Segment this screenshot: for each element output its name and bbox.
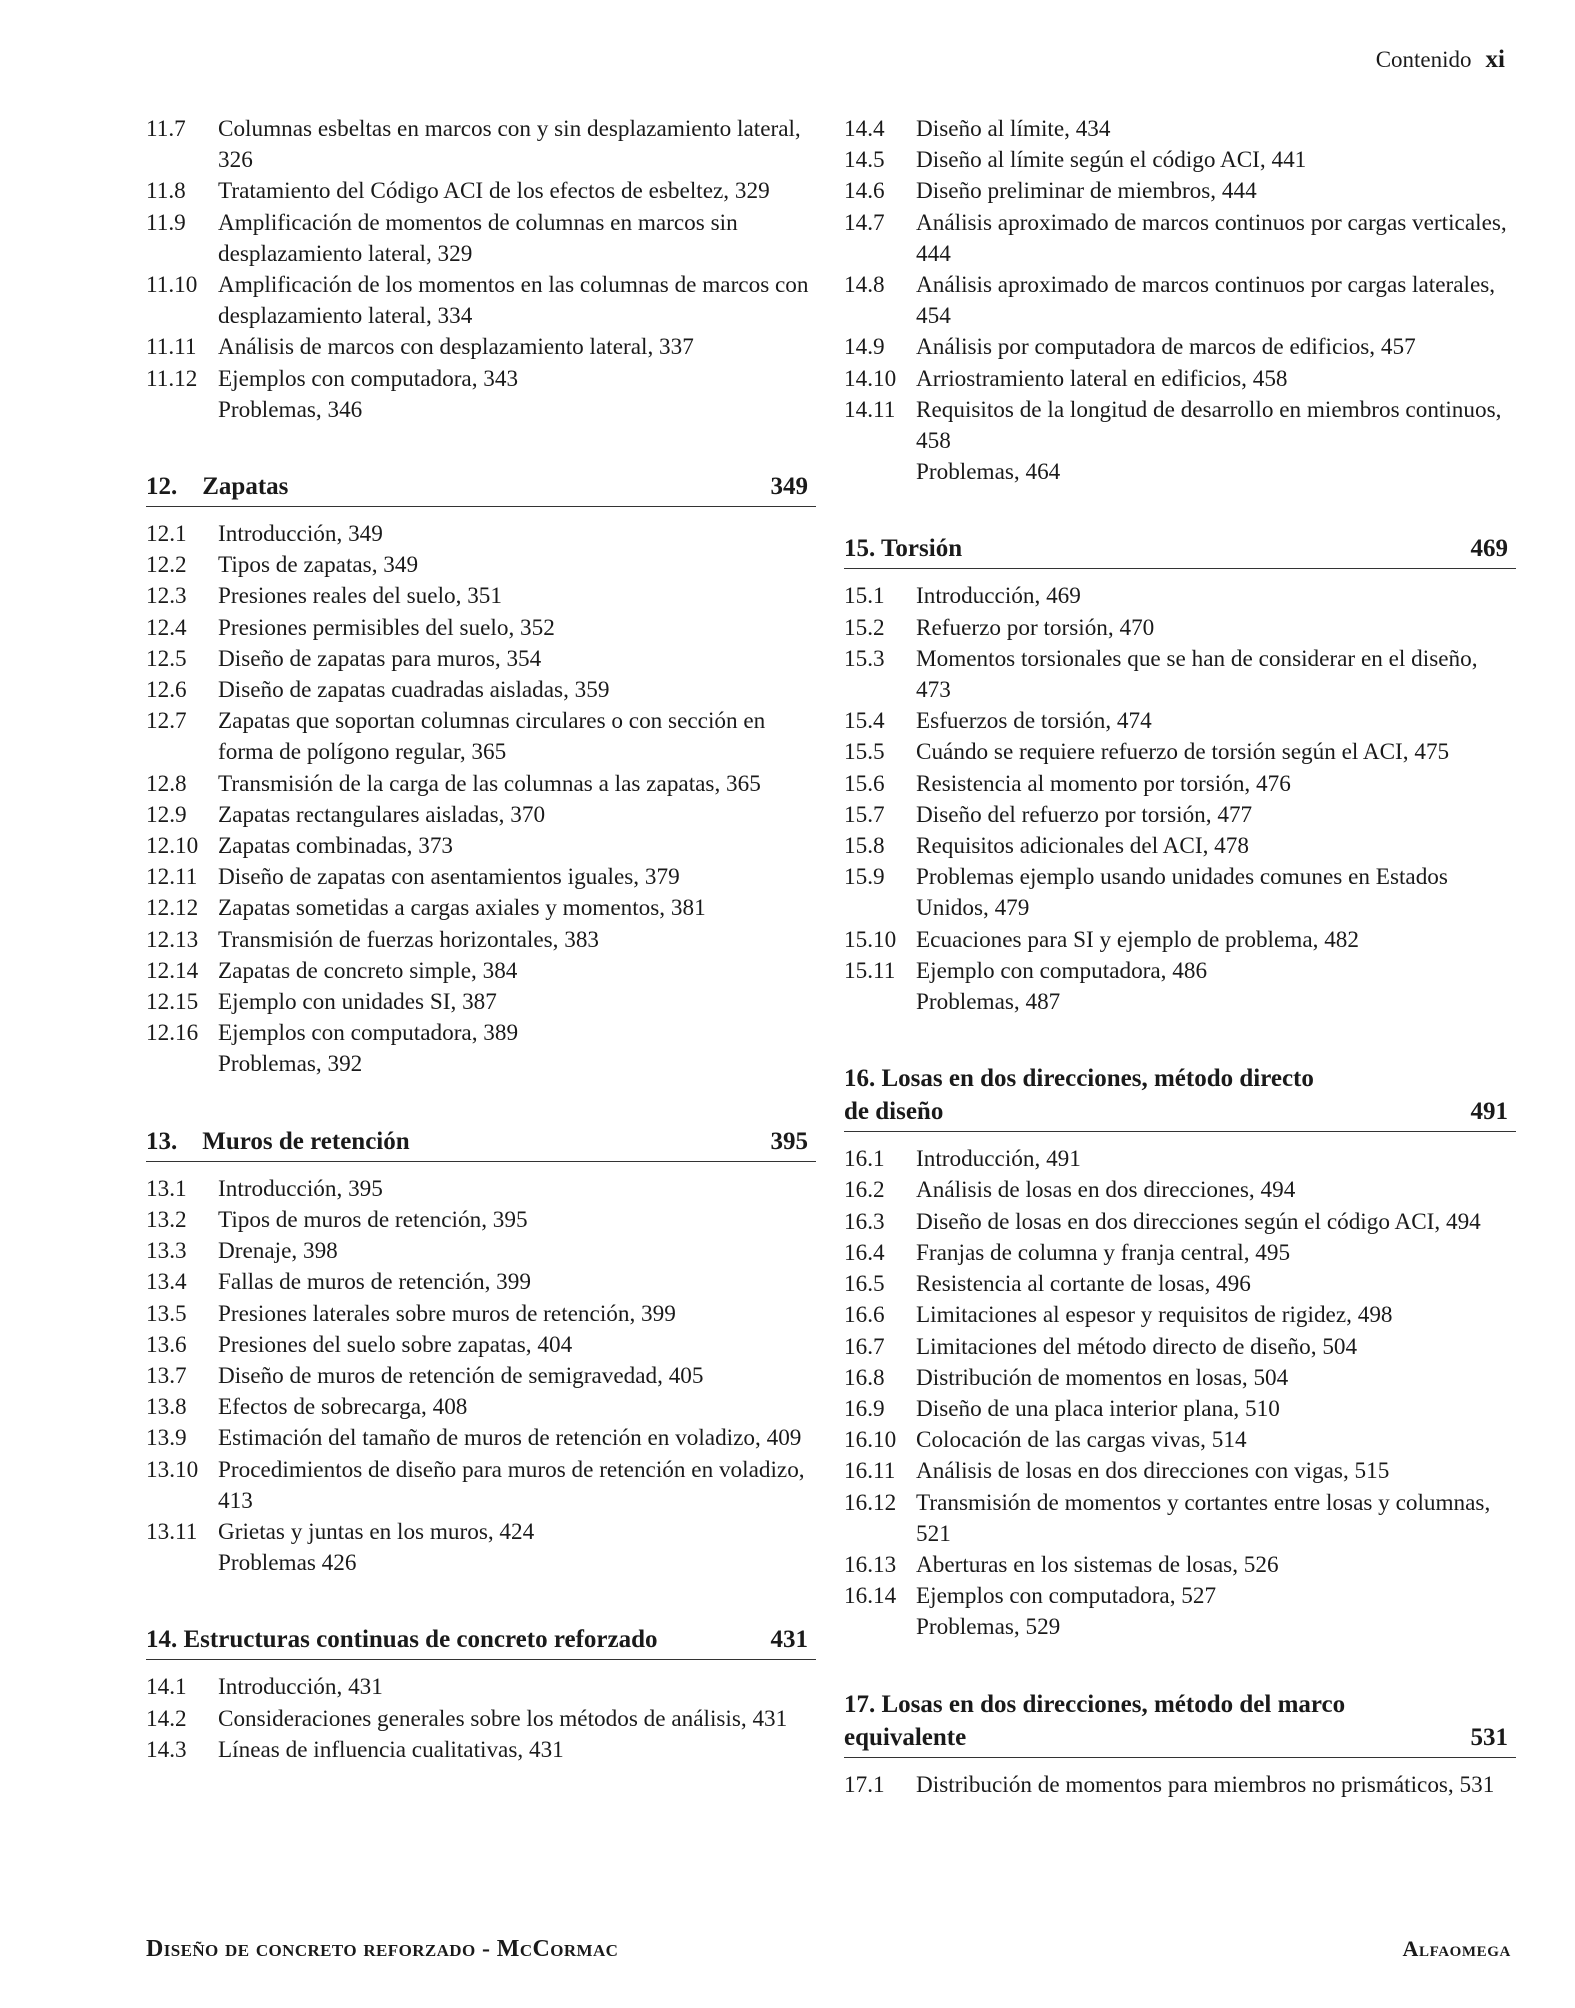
section-number: 11.7: [146, 116, 186, 142]
toc-entry: [844, 1207, 1516, 1238]
section-number: 13.1: [146, 1175, 187, 1202]
section-title: Problemas ejemplo usando unidades comunes en Estados Unidos, 479: [916, 864, 1448, 922]
section-title: Tipos de muros de retención, 395: [218, 1206, 528, 1233]
toc-entry: [844, 1550, 1516, 1581]
section-number: 13.11: [146, 1518, 198, 1545]
chapter-heading: [844, 1062, 1516, 1132]
section-number: 16.3: [844, 1208, 885, 1235]
toc-entry: [146, 769, 816, 800]
section-title: Diseño al límite según el código ACI, 441: [916, 147, 1307, 174]
chapter-page-number: 469: [1470, 535, 1508, 563]
toc-entry: [844, 1332, 1516, 1363]
section-title: Momentos torsionales que se han de considerar en el diseño, 473: [916, 645, 1478, 704]
section-number: 15.9: [844, 864, 885, 891]
toc-entry: [844, 270, 1516, 332]
section-number: 12.5: [146, 645, 187, 672]
toc-entry: [146, 956, 816, 987]
section-title: Presiones permisibles del suelo, 352: [218, 614, 555, 641]
toc-entry: [146, 1361, 816, 1392]
chapter-title: 15. Torsión: [844, 535, 963, 563]
toc-entry: [146, 270, 816, 332]
toc-entry: [146, 1455, 816, 1517]
toc-entry: [146, 1330, 816, 1361]
section-title: Amplificación de los momentos en las columnas de marcos con desplazamiento lateral, 334: [218, 272, 809, 330]
section-number: 16.10: [844, 1427, 897, 1454]
section-number: 12.7: [146, 708, 187, 735]
section-title: Ejemplo con unidades SI, 387: [218, 989, 497, 1016]
section-number: 14.3: [146, 1736, 187, 1763]
section-number: 14.4: [844, 116, 885, 142]
section-number: 12.15: [146, 989, 199, 1016]
section-number: 14.1: [146, 1674, 187, 1701]
section-title: Zapatas de concreto simple, 384: [218, 957, 518, 984]
chapter-page-number: 491: [1470, 1098, 1508, 1126]
toc-entry: [844, 1488, 1516, 1550]
chapter-title: 13. Muros de retención: [146, 1127, 410, 1155]
section-number: 11.10: [146, 272, 198, 299]
section-title: Presiones laterales sobre muros de retención, 399: [218, 1300, 676, 1327]
toc-entry: [146, 1517, 816, 1548]
section-number: 13.9: [146, 1425, 187, 1452]
section-number: 15.4: [844, 708, 885, 735]
section-number: 16.13: [844, 1551, 897, 1578]
section-title: Ejemplos con computadora, 343: [218, 365, 519, 392]
toc-entry: [844, 145, 1516, 176]
section-number: 16.2: [844, 1177, 885, 1204]
toc-entry: [146, 1205, 816, 1236]
chapter-title: 17. Losas en dos direcciones, método del marco equivalente: [844, 1690, 1346, 1751]
running-header-section: Contenido: [1375, 47, 1472, 72]
toc-entry: [844, 1144, 1516, 1175]
section-title: Diseño de losas en dos direcciones según el código ACI, 494: [916, 1208, 1481, 1235]
chapter-heading: [844, 532, 1516, 569]
chapter-page-number: 395: [770, 1127, 808, 1155]
section-title: Ejemplos con computadora, 389: [218, 1020, 519, 1047]
section-title: Colocación de las cargas vivas, 514: [916, 1427, 1247, 1454]
section-title: Requisitos de la longitud de desarrollo en miembros continuos, 458: [916, 396, 1502, 455]
section-title: Problemas 426: [218, 1550, 357, 1577]
toc-entry: [146, 1267, 816, 1298]
section-title: Diseño de muros de retención de semigravedad, 405: [218, 1362, 704, 1389]
toc-entry: [844, 987, 1516, 1018]
section-title: Tipos de zapatas, 349: [218, 552, 419, 579]
section-title: Requisitos adicionales del ACI, 478: [916, 833, 1249, 860]
section-title: Problemas, 346: [218, 396, 363, 423]
toc-entry: [844, 364, 1516, 395]
section-title: Problemas, 487: [916, 989, 1061, 1016]
section-number: 11.11: [146, 334, 197, 361]
toc-entry: [146, 1236, 816, 1267]
toc-entry: [844, 1425, 1516, 1456]
chapter-page-number: 349: [770, 473, 808, 501]
section-title: Zapatas sometidas a cargas axiales y momentos, 381: [218, 895, 706, 922]
toc-entry: [844, 862, 1516, 924]
section-number: 11.9: [146, 209, 186, 236]
section-number: 17.1: [844, 1771, 885, 1798]
toc-entry: [844, 1612, 1516, 1643]
section-number: 15.2: [844, 614, 885, 641]
toc-entry: [146, 831, 816, 862]
toc-entry: [146, 1548, 816, 1579]
section-title: Presiones reales del suelo, 351: [218, 583, 502, 610]
section-number: 13.6: [146, 1331, 187, 1358]
section-title: Franjas de columna y franja central, 495: [916, 1239, 1291, 1266]
section-title: Diseño al límite, 434: [916, 116, 1111, 142]
toc-entry: [146, 675, 816, 706]
toc-entry: [146, 862, 816, 893]
section-title: Introducción, 395: [218, 1175, 383, 1202]
section-title: Limitaciones del método directo de diseño, 504: [916, 1333, 1358, 1360]
chapter-title: 12. Zapatas: [146, 473, 289, 501]
section-title: Resistencia al cortante de losas, 496: [916, 1271, 1251, 1298]
section-title: Drenaje, 398: [218, 1238, 338, 1265]
section-number: 12.9: [146, 801, 187, 828]
toc-entry: [146, 1704, 816, 1735]
section-number: 16.9: [844, 1395, 885, 1422]
section-title: Introducción, 469: [916, 583, 1081, 610]
toc-entry: [146, 1049, 816, 1080]
section-title: Diseño preliminar de miembros, 444: [916, 178, 1257, 205]
section-number: 12.3: [146, 583, 187, 610]
toc-entry: [844, 1770, 1516, 1801]
section-title: Columnas esbeltas en marcos con y sin desplazamiento lateral, 326: [218, 116, 801, 174]
section-number: 16.5: [844, 1271, 885, 1298]
toc-entry: [146, 332, 816, 363]
toc-entry: [146, 1392, 816, 1423]
toc-entry: [146, 706, 816, 768]
toc-entry: [844, 831, 1516, 862]
section-number: 13.7: [146, 1362, 187, 1389]
section-number: 15.7: [844, 801, 885, 828]
chapter-heading: [146, 1125, 816, 1162]
toc-entry: [146, 925, 816, 956]
toc-entry: [146, 1423, 816, 1454]
toc-entry: [844, 1300, 1516, 1331]
section-title: Introducción, 431: [218, 1674, 383, 1701]
toc-entry: [844, 457, 1516, 488]
toc-entry: [844, 956, 1516, 987]
section-number: 12.11: [146, 864, 198, 891]
section-number: 12.8: [146, 770, 187, 797]
chapter-heading: [146, 1623, 816, 1660]
section-number: 12.4: [146, 614, 187, 641]
section-title: Resistencia al momento por torsión, 476: [916, 770, 1291, 797]
section-number: 14.11: [844, 396, 896, 423]
toc-entry: [844, 176, 1516, 207]
section-title: Diseño de zapatas cuadradas aisladas, 359: [218, 677, 610, 704]
section-gap: [844, 488, 1516, 532]
toc-entry: [844, 644, 1516, 706]
section-number: 13.2: [146, 1206, 187, 1233]
toc-entry: [146, 1174, 816, 1205]
section-number: 12.1: [146, 521, 187, 548]
toc-entry: [844, 613, 1516, 644]
toc-entry: [844, 208, 1516, 270]
section-title: Análisis aproximado de marcos continuos por cargas verticales, 444: [916, 209, 1507, 267]
chapter-page-number: 431: [770, 1626, 808, 1654]
section-number: 12.13: [146, 926, 199, 953]
section-number: 16.12: [844, 1489, 897, 1516]
section-title: Líneas de influencia cualitativas, 431: [218, 1736, 564, 1763]
section-number: 14.2: [146, 1705, 187, 1732]
section-number: 16.11: [844, 1458, 896, 1485]
section-title: Presiones del suelo sobre zapatas, 404: [218, 1331, 573, 1358]
section-number: 15.8: [844, 833, 885, 860]
section-title: Diseño de zapatas para muros, 354: [218, 645, 542, 672]
running-header: [1376, 46, 1505, 74]
section-number: 13.4: [146, 1269, 187, 1296]
section-title: Distribución de momentos en losas, 504: [916, 1364, 1289, 1391]
section-number: 13.5: [146, 1300, 187, 1327]
section-title: Problemas, 392: [218, 1051, 363, 1078]
section-title: Introducción, 491: [916, 1146, 1081, 1173]
toc-entry: [844, 1269, 1516, 1300]
toc-entry: [844, 925, 1516, 956]
toc-entry: [146, 613, 816, 644]
section-number: 14.7: [844, 209, 885, 236]
toc-entry: [844, 769, 1516, 800]
toc-entry: [844, 114, 1516, 145]
toc-entry: [146, 893, 816, 924]
section-number: 12.16: [146, 1020, 199, 1047]
page-number: xi: [1485, 46, 1505, 73]
section-title: Diseño de zapatas con asentamientos iguales, 379: [218, 864, 680, 891]
chapter-title: 14. Estructuras continuas de concreto reforzado: [146, 1626, 658, 1654]
toc-entry: [146, 1735, 816, 1766]
section-number: 16.8: [844, 1364, 885, 1391]
section-title: Ecuaciones para SI y ejemplo de problema, 482: [916, 926, 1359, 953]
chapter-heading: [146, 470, 816, 507]
section-number: 11.12: [146, 365, 198, 392]
toc-right-column: [844, 114, 1516, 1801]
section-gap: [146, 1579, 816, 1623]
section-title: Zapatas que soportan columnas circulares o con sección en forma de polígono regular, 365: [218, 708, 766, 766]
section-title: Grietas y juntas en los muros, 424: [218, 1518, 535, 1545]
toc-entry: [146, 114, 816, 176]
toc-entry: [146, 1672, 816, 1703]
section-title: Aberturas en los sistemas de losas, 526: [916, 1551, 1279, 1578]
toc-entry: [844, 1394, 1516, 1425]
section-title: Esfuerzos de torsión, 474: [916, 708, 1152, 735]
section-title: Fallas de muros de retención, 399: [218, 1269, 531, 1296]
section-title: Problemas, 529: [916, 1614, 1061, 1641]
section-number: 15.10: [844, 926, 897, 953]
section-number: 16.14: [844, 1583, 897, 1610]
section-title: Ejemplo con computadora, 486: [916, 957, 1208, 984]
section-number: 14.9: [844, 334, 885, 361]
toc-entry: [146, 1018, 816, 1049]
section-title: Amplificación de momentos de columnas en marcos sin desplazamiento lateral, 329: [218, 209, 738, 267]
toc-entry: [146, 364, 816, 395]
toc-entry: [146, 800, 816, 831]
section-title: Análisis de marcos con desplazamiento lateral, 337: [218, 334, 694, 361]
toc-left-column: [146, 114, 816, 1766]
section-number: 13.10: [146, 1456, 199, 1483]
section-number: 16.6: [844, 1302, 885, 1329]
toc-entry: [146, 644, 816, 675]
section-title: Análisis aproximado de marcos continuos por cargas laterales, 454: [916, 272, 1496, 330]
section-gap: [146, 426, 816, 470]
toc-entry: [146, 519, 816, 550]
section-gap: [844, 1644, 1516, 1688]
section-title: Procedimientos de diseño para muros de retención en voladizo, 413: [218, 1456, 805, 1514]
footer-book-title: Diseño de concreto reforzado - McCormac: [146, 1936, 619, 1962]
section-number: 15.5: [844, 739, 885, 766]
section-title: Consideraciones generales sobre los métodos de análisis, 431: [218, 1705, 788, 1732]
section-number: 15.6: [844, 770, 885, 797]
section-title: Introducción, 349: [218, 521, 383, 548]
footer-publisher: Alfaomega: [1402, 1936, 1511, 1961]
section-title: Estimación del tamaño de muros de retención en voladizo, 409: [218, 1425, 802, 1452]
section-number: 13.3: [146, 1238, 187, 1265]
section-number: 12.2: [146, 552, 187, 579]
section-title: Efectos de sobrecarga, 408: [218, 1394, 468, 1421]
section-title: Ejemplos con computadora, 527: [916, 1583, 1217, 1610]
section-number: 16.4: [844, 1239, 885, 1266]
section-number: 13.8: [146, 1394, 187, 1421]
section-number: 14.8: [844, 272, 885, 299]
toc-entry: [146, 987, 816, 1018]
toc-entry: [844, 1238, 1516, 1269]
toc-entry: [146, 581, 816, 612]
toc-entry: [146, 1299, 816, 1330]
chapter-page-number: 531: [1470, 1723, 1508, 1751]
toc-entry: [844, 1456, 1516, 1487]
section-number: 12.10: [146, 833, 199, 860]
toc-entry: [844, 737, 1516, 768]
toc-entry: [844, 1581, 1516, 1612]
toc-entry: [146, 176, 816, 207]
section-title: Transmisión de la carga de las columnas a las zapatas, 365: [218, 770, 761, 797]
section-number: 16.7: [844, 1333, 885, 1360]
toc-entry: [844, 800, 1516, 831]
section-number: 12.12: [146, 895, 199, 922]
section-number: 14.10: [844, 365, 897, 392]
section-title: Tratamiento del Código ACI de los efectos de esbeltez, 329: [218, 178, 770, 205]
section-number: 16.1: [844, 1146, 885, 1173]
section-title: Análisis de losas en dos direcciones con vigas, 515: [916, 1458, 1390, 1485]
section-title: Problemas, 464: [916, 459, 1061, 486]
section-number: 15.3: [844, 645, 885, 672]
section-number: 14.6: [844, 178, 885, 205]
section-number: 12.6: [146, 677, 187, 704]
section-number: 12.14: [146, 957, 199, 984]
section-title: Cuándo se requiere refuerzo de torsión según el ACI, 475: [916, 739, 1450, 766]
toc-entry: [844, 706, 1516, 737]
section-title: Transmisión de momentos y cortantes entre losas y columnas, 521: [916, 1489, 1491, 1547]
chapter-title: 16. Losas en dos direcciones, método directo de diseño: [844, 1065, 1314, 1126]
section-number: 11.8: [146, 178, 186, 205]
chapter-heading: [844, 1688, 1516, 1758]
toc-entry: [146, 550, 816, 581]
section-title: Diseño de una placa interior plana, 510: [916, 1395, 1280, 1422]
section-title: Análisis de losas en dos direcciones, 494: [916, 1177, 1296, 1204]
toc-entry: [844, 395, 1516, 457]
toc-entry: [146, 395, 816, 426]
section-title: Diseño del refuerzo por torsión, 477: [916, 801, 1253, 828]
toc-entry: [844, 1363, 1516, 1394]
toc-entry: [844, 581, 1516, 612]
section-title: Arriostramiento lateral en edificios, 458: [916, 365, 1288, 392]
section-gap: [146, 1081, 816, 1125]
section-title: Distribución de momentos para miembros no prismáticos, 531: [916, 1771, 1495, 1798]
section-gap: [844, 1018, 1516, 1062]
section-title: Transmisión de fuerzas horizontales, 383: [218, 926, 600, 953]
section-title: Zapatas rectangulares aisladas, 370: [218, 801, 546, 828]
toc-entry: [146, 208, 816, 270]
section-number: 15.11: [844, 957, 896, 984]
section-title: Análisis por computadora de marcos de edificios, 457: [916, 334, 1416, 361]
toc-entry: [844, 332, 1516, 363]
section-title: Limitaciones al espesor y requisitos de rigidez, 498: [916, 1302, 1393, 1329]
toc-entry: [844, 1175, 1516, 1206]
section-number: 14.5: [844, 147, 885, 174]
section-title: Zapatas combinadas, 373: [218, 833, 454, 860]
section-number: 15.1: [844, 583, 885, 610]
section-title: Refuerzo por torsión, 470: [916, 614, 1155, 641]
